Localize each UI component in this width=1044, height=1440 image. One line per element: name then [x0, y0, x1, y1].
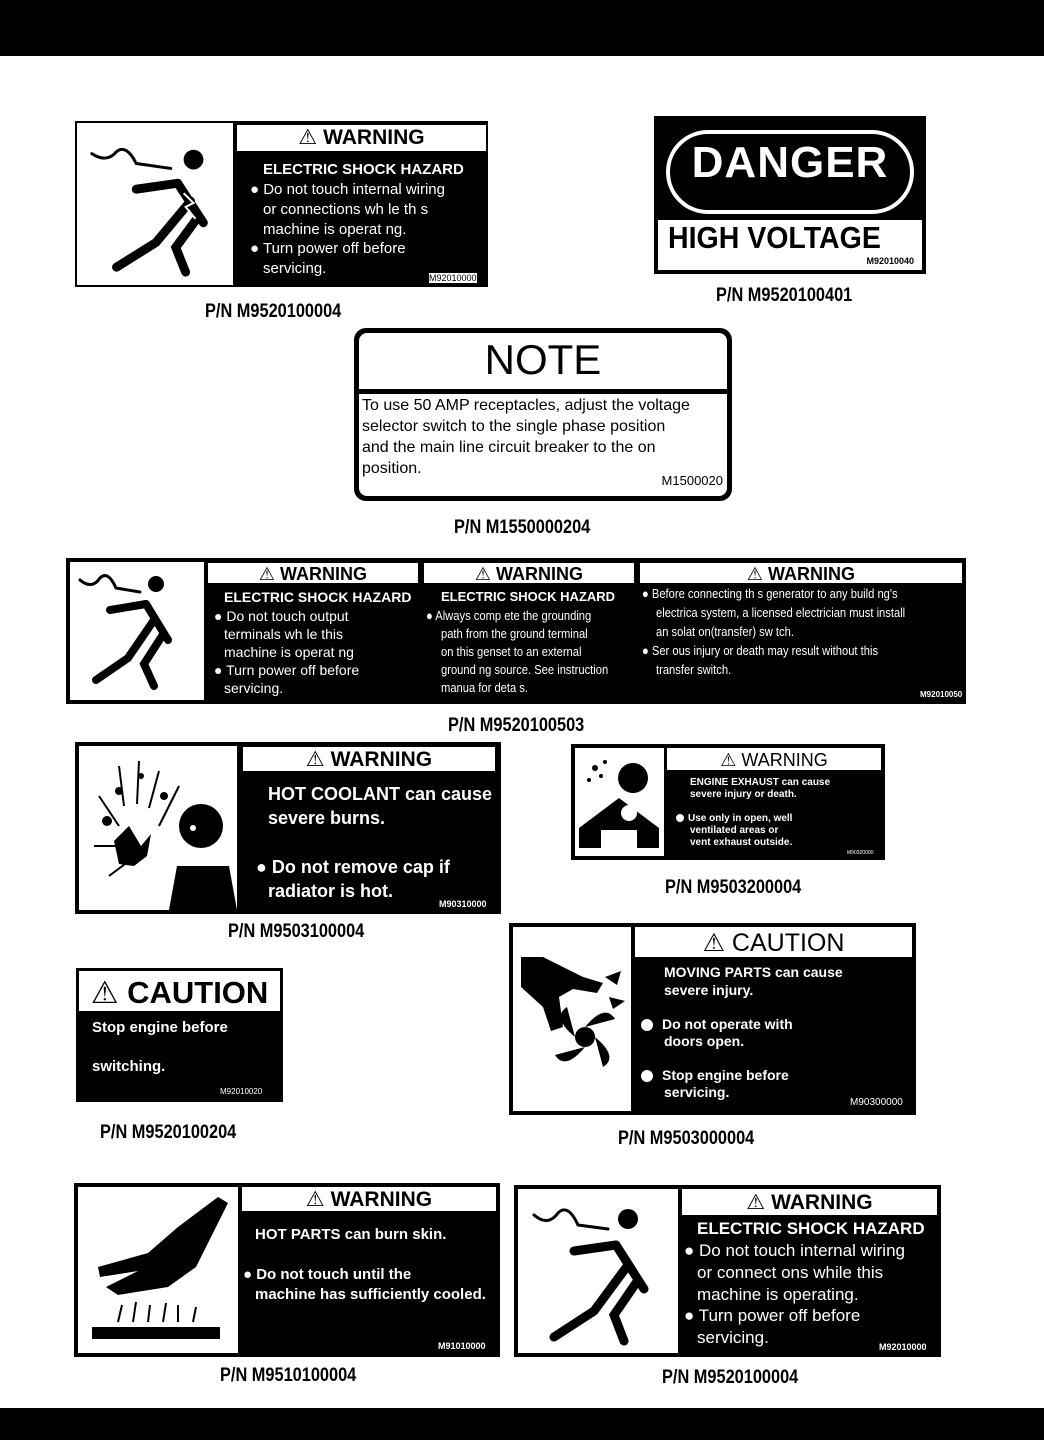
hazard-line: ● Do not touch until the	[243, 1266, 412, 1283]
part-number: P/N M9520100204	[100, 1122, 237, 1143]
warning-header: ⚠ WARNING	[667, 748, 881, 770]
warning-line: ● Turn power off before	[684, 1306, 861, 1325]
warning-line: ● Turn power off before	[214, 662, 360, 678]
hazard-line: vent exhaust outside.	[690, 837, 793, 848]
hot-parts-label	[74, 1183, 500, 1357]
part-number: P/N M9510100004	[220, 1365, 357, 1386]
hazard-line: ventilated areas or	[690, 825, 779, 836]
warning-line: electrica system, a licensed electrician must install	[656, 605, 906, 620]
note-line: and the main line circuit breaker to the on	[362, 439, 656, 456]
part-number: P/N M9503000004	[618, 1128, 755, 1149]
hazard-line: Use only in open, well	[676, 813, 792, 824]
note-line: To use 50 AMP receptacles, adjust the voltage	[362, 397, 690, 414]
part-number: P/N M9520100004	[662, 1367, 799, 1388]
hazard-line: MOVING PARTS can cause	[664, 964, 843, 980]
warning-line: or connect ons while this	[697, 1263, 884, 1282]
part-number: P/N M9503100004	[228, 921, 365, 942]
part-number: P/N M9520100401	[716, 285, 853, 306]
hazard-title: ELECTRIC SHOCK HAZARD	[441, 589, 616, 604]
note-line: selector switch to the single phase position	[362, 418, 666, 435]
part-number: P/N M9520100004	[205, 301, 342, 322]
bullet-icon	[641, 1019, 653, 1031]
shock-warning-label	[75, 121, 488, 287]
note-label	[354, 328, 732, 501]
label-code: M90310000	[439, 899, 487, 909]
caution-stop-label	[76, 968, 283, 1102]
caution-header: ⚠ CAUTION	[79, 971, 280, 1011]
label-code: M91010000	[438, 1341, 486, 1351]
bottom-border	[0, 1408, 1044, 1440]
warning-line: servicing.	[697, 1328, 769, 1347]
danger-title: DANGER	[691, 138, 889, 187]
hazard-title: ELECTRIC SHOCK HAZARD	[263, 161, 464, 178]
hazard-line: severe injury or death.	[690, 789, 797, 800]
hazard-line: doors open.	[664, 1033, 745, 1049]
label-code: M1500020	[661, 473, 723, 488]
warning-header: ⚠ WARNING	[424, 563, 634, 583]
warning-line: ground ng source. See instruction	[441, 662, 609, 677]
hot-coolant-label	[75, 742, 501, 914]
warning-line: servicing.	[263, 260, 327, 277]
warning-line: terminals wh le this	[224, 626, 344, 642]
danger-subtitle: HIGH VOLTAGE	[668, 220, 881, 255]
hazard-line: HOT COOLANT can cause	[268, 784, 493, 804]
warning-line: on this genset to an external	[441, 644, 582, 659]
note-header: NOTE	[484, 336, 602, 383]
part-number: P/N M1550000204	[454, 517, 591, 538]
shock-person-icon	[77, 123, 235, 285]
hazard-line: radiator is hot.	[268, 881, 394, 901]
hazard-line: Stop engine before	[641, 1067, 789, 1083]
warning-line: manua for deta s.	[441, 680, 529, 695]
label-code: M92010000	[429, 273, 477, 283]
engine-exhaust-label	[571, 744, 885, 860]
warning-header: ⚠ WARNING	[640, 563, 962, 583]
warning-line: machine is operating.	[697, 1285, 859, 1304]
warning-header: ⚠ WARNING	[242, 1187, 496, 1211]
warning-line: an solat on(transfer) sw tch.	[656, 624, 794, 639]
hazard-line: servicing.	[664, 1084, 730, 1100]
danger-label	[654, 116, 926, 274]
label-code: M90300000	[850, 1097, 903, 1108]
warning-header: ⚠ WARNING	[243, 747, 495, 771]
hazard-line: ENGINE EXHAUST can cause	[690, 777, 831, 788]
note-inner	[359, 333, 727, 496]
hazard-line: severe injury.	[664, 982, 754, 998]
danger-subtitle-box	[654, 216, 926, 274]
caution-header: ⚠ CAUTION	[635, 927, 912, 957]
warning-header: ⚠ WARNING	[208, 563, 418, 583]
top-border	[0, 0, 1044, 56]
warning-line: transfer switch.	[656, 662, 732, 677]
warning-line: machine is operat ng	[224, 644, 354, 660]
warning-header: ⚠ WARNING	[682, 1189, 937, 1215]
bullet-icon	[676, 814, 684, 822]
steam-burst-icon	[79, 746, 237, 910]
hazard-line: Do not operate with	[641, 1016, 793, 1032]
hot-surface-hand-icon	[78, 1187, 238, 1353]
label-code: M92010000	[879, 1342, 927, 1352]
shock-warning-label	[514, 1185, 941, 1357]
bullet-icon	[641, 1070, 653, 1082]
warning-line: ● Do not touch internal wiring	[684, 1241, 905, 1260]
hazard-line: severe burns.	[268, 808, 386, 828]
warning-line: path from the ground terminal	[441, 626, 588, 641]
warning-line: machine is operat ng.	[263, 221, 407, 238]
warning-line: ● Turn power off before	[250, 240, 406, 257]
wide-warning-label	[66, 558, 966, 704]
label-code: M92010050	[920, 690, 963, 699]
hazard-line: Stop engine before	[92, 1019, 228, 1036]
warning-line: ● Before connecting th s generator to any build ng's	[642, 586, 898, 601]
hazard-line: switching.	[92, 1058, 166, 1075]
label-code: M92010020	[220, 1087, 263, 1096]
shock-person-icon	[70, 562, 204, 700]
label-code: M92010040	[866, 256, 914, 266]
note-divider	[359, 389, 727, 394]
warning-line: or connections wh le th s	[263, 201, 429, 218]
part-number: P/N M9503200004	[665, 877, 802, 898]
hazard-title: ELECTRIC SHOCK HAZARD	[224, 589, 412, 605]
warning-line: ● Ser ous injury or death may result without this	[642, 643, 879, 658]
moving-parts-label	[509, 923, 916, 1115]
warning-line: ● Do not touch internal wiring	[250, 181, 445, 198]
warning-line: ● Always comp ete the grounding	[426, 608, 592, 623]
warning-line: servicing.	[224, 680, 284, 696]
hazard-title: ELECTRIC SHOCK HAZARD	[697, 1219, 925, 1238]
label-code: M90320000	[847, 850, 874, 856]
warning-header: ⚠ WARNING	[237, 125, 486, 151]
hazard-line: machine has sufficiently cooled.	[255, 1286, 486, 1303]
fan-hand-icon	[513, 927, 631, 1111]
note-line: position.	[362, 460, 422, 477]
part-number: P/N M9520100503	[448, 715, 585, 736]
exhaust-person-icon	[575, 748, 664, 856]
hazard-line: ● Do not remove cap if	[256, 857, 450, 877]
hazard-line: HOT PARTS can burn skin.	[255, 1226, 447, 1243]
warning-line: ● Do not touch output	[214, 608, 349, 624]
shock-person-icon	[518, 1189, 678, 1353]
